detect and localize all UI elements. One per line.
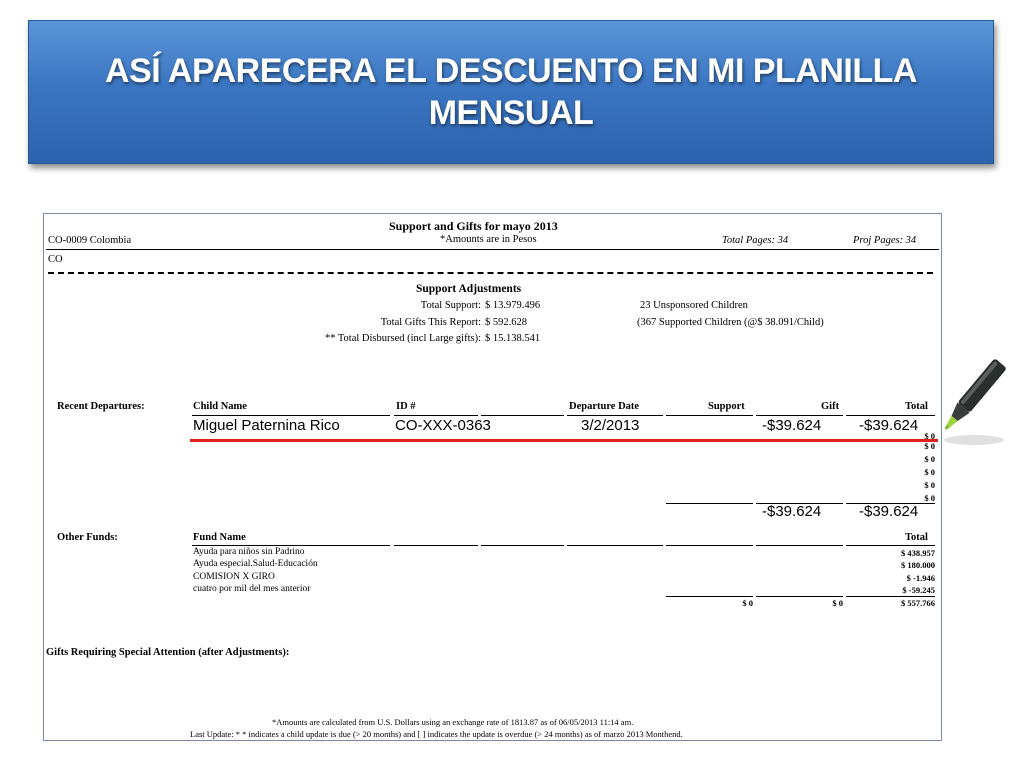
col-rule [394, 415, 478, 416]
col-rule [567, 545, 663, 546]
funds-support-sum: $ 0 [742, 598, 753, 608]
fund-name: COMISION X GIRO [193, 572, 275, 582]
departure-date: 3/2/2013 [581, 417, 640, 434]
fund-total: $ 180.000 [901, 560, 935, 570]
departure-child-name: Miguel Paternina Rico [193, 417, 340, 434]
adjustments-heading: Support Adjustments [416, 283, 522, 295]
last-update-note: Last Update: * * indicates a child update is due (> 20 months) and [ ] indicates the update is overdue (> 24 months) as of marzo 2013 Monthend. [190, 729, 683, 739]
fund-name: Ayuda especial.Salud-Educación [193, 559, 318, 569]
departure-gift-sum: -$39.624 [762, 503, 822, 520]
highlighter-marker-icon [934, 350, 1006, 450]
col-gift: Gift [821, 401, 840, 412]
dashed-separator [48, 272, 933, 274]
col-rule [481, 415, 564, 416]
col-rule [846, 415, 935, 416]
proj-pages: Proj Pages: 34 [853, 235, 917, 246]
recent-departures-label: Recent Departures: [57, 401, 145, 412]
title-banner [28, 20, 994, 164]
col-rule [666, 415, 753, 416]
report-title: Support and Gifts for mayo 2013 [389, 219, 558, 233]
report-subtitle: *Amounts are in Pesos [440, 234, 537, 245]
col-rule [756, 415, 843, 416]
office-label: CO-0009 Colombia [48, 235, 132, 246]
col-support: Support [708, 401, 745, 412]
col-fund-total: Total [905, 532, 928, 543]
col-rule [567, 415, 663, 416]
departure-id: CO-XXX-0363 [395, 417, 491, 434]
departure-total: -$39.624 [859, 417, 919, 434]
total-disbursed-value: $ 15.138.541 [485, 333, 541, 344]
col-fund-name: Fund Name [193, 532, 246, 543]
zero-total: $ 0 [924, 454, 935, 464]
col-rule [192, 415, 390, 416]
col-total: Total [905, 401, 928, 412]
total-pages: Total Pages: 34 [722, 235, 789, 246]
banner-title [105, 50, 917, 134]
highlight-underline [190, 439, 938, 442]
departure-total-sum: -$39.624 [859, 503, 919, 520]
special-attention-label: Gifts Requiring Special Attention (after Adjustments): [46, 647, 290, 658]
total-disbursed-label: ** Total Disbursed (incl Large gifts): [324, 333, 481, 344]
col-rule [756, 545, 843, 546]
total-support-value: $ 13.979.496 [485, 300, 541, 311]
sum-rule [846, 596, 935, 597]
sum-rule [756, 596, 843, 597]
zero-total: $ 0 [924, 480, 935, 490]
unsponsored-children: 23 Unsponsored Children [640, 300, 748, 311]
banner-title-line1: ASÍ APARECERA EL DESCUENTO EN MI PLANILLA [105, 52, 917, 90]
fund-name: Ayuda para niños sin Padrino [193, 547, 305, 557]
col-child-name: Child Name [193, 401, 247, 412]
total-gifts-value: $ 592.628 [485, 317, 527, 328]
sum-rule [666, 503, 753, 504]
col-departure-date: Departure Date [569, 401, 640, 412]
funds-total-sum: $ 557.766 [901, 598, 935, 608]
country-code: CO [48, 254, 63, 265]
col-rule [666, 545, 753, 546]
header-rule [46, 249, 939, 250]
fund-name: cuatro por mil del mes anterior [193, 584, 311, 594]
col-id: ID # [396, 401, 416, 412]
zero-total: $ 0 [924, 441, 935, 451]
total-gifts-label: Total Gifts This Report: [380, 317, 481, 328]
zero-total: $ 0 [924, 431, 935, 441]
col-rule [192, 545, 390, 546]
col-rule [846, 545, 935, 546]
fund-total: $ -59.245 [902, 585, 935, 595]
col-rule [481, 545, 564, 546]
total-support-label: Total Support: [420, 300, 481, 311]
other-funds-label: Other Funds: [57, 532, 118, 543]
exchange-footnote: *Amounts are calculated from U.S. Dollars using an exchange rate of 1813.87 as of 06/05/2013 11:14 am. [272, 717, 634, 727]
fund-total: $ -1.946 [906, 573, 935, 583]
col-rule [394, 545, 478, 546]
banner-title-line2: MENSUAL [428, 94, 594, 132]
sum-rule [666, 596, 753, 597]
supported-children: (367 Supported Children (@$ 38.091/Child) [637, 317, 824, 328]
zero-total: $ 0 [924, 493, 935, 503]
support-gifts-report [43, 213, 942, 741]
departure-gift: -$39.624 [762, 417, 822, 434]
zero-total: $ 0 [924, 467, 935, 477]
fund-total: $ 438.957 [901, 548, 935, 558]
funds-gift-sum: $ 0 [832, 598, 843, 608]
